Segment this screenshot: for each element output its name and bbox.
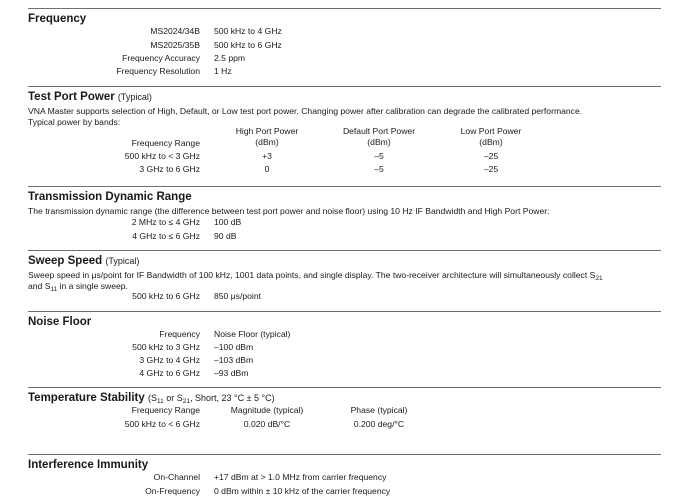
dynamic-range-value: 100 dB bbox=[214, 217, 242, 227]
frequency-range: 500 kHz to 3 GHz bbox=[132, 342, 200, 352]
column-header: Frequency Range bbox=[131, 405, 200, 415]
column-unit: (dBm) bbox=[255, 137, 279, 147]
column-unit: (dBm) bbox=[367, 137, 391, 147]
interference-value: 0 dBm within ± 10 kHz of the carrier frequency bbox=[214, 486, 391, 496]
dynamic-range-section bbox=[28, 186, 661, 217]
noise-floor-section bbox=[28, 311, 661, 329]
interference-title: Interference Immunity bbox=[28, 459, 149, 471]
magnitude-value: 0.020 dB/°C bbox=[243, 419, 291, 429]
column-header: High Port Power bbox=[235, 126, 299, 136]
test-port-power-section bbox=[28, 86, 661, 128]
noise-floor-value: –103 dBm bbox=[214, 355, 254, 365]
column-header: Default Port Power bbox=[342, 126, 416, 136]
frequency-range: 500 kHz to 6 GHz bbox=[132, 291, 200, 301]
frequency-range: 4 GHz to ≤ 6 GHz bbox=[132, 231, 200, 241]
test-port-power-text: Typical power by bands: bbox=[28, 117, 121, 127]
frequency-value: 500 kHz to 6 GHz bbox=[214, 40, 282, 50]
sweep-speed-text: Sweep speed in μs/point for IF Bandwidth of 100 kHz, 1001 data points, and single display. The two-receiver architecture will simultaneously collect $S_{21}$ and $S_{11}$ in a single sweep. bbox=[28, 270, 603, 293]
temperature-title: Temperature Stability ($S_{11}$ or $S_{21}$, Short, 23 °C ± 5 °C) bbox=[28, 392, 275, 405]
column-header: Phase (typical) bbox=[350, 405, 408, 415]
dynamic-range-value: 90 dB bbox=[214, 231, 237, 241]
interference-label: On-Frequency bbox=[145, 486, 200, 496]
frequency-range: 500 kHz to < 3 GHz bbox=[124, 151, 200, 161]
column-header: Frequency Range bbox=[131, 138, 200, 148]
column-header: Frequency bbox=[159, 329, 200, 339]
noise-floor-value: –93 dBm bbox=[214, 368, 249, 378]
column-unit: (dBm) bbox=[479, 137, 503, 147]
dynamic-range-title: Transmission Dynamic Range bbox=[28, 191, 192, 203]
column-header: Magnitude (typical) bbox=[230, 405, 304, 415]
section-subtitle: (Typical) bbox=[117, 92, 152, 102]
column-header: Noise Floor (typical) bbox=[214, 329, 291, 339]
interference-label: On-Channel bbox=[153, 472, 200, 482]
frequency-section bbox=[28, 8, 661, 26]
frequency-label: MS2025/35B bbox=[150, 40, 200, 50]
interference-value: +17 dBm at > 1.0 MHz from carrier frequency bbox=[214, 472, 387, 482]
frequency-value: 500 kHz to 4 GHz bbox=[214, 26, 282, 36]
column-header: Low Port Power bbox=[460, 126, 522, 136]
section-subtitle: ($S_{11}$ or $S_{21}$, Short, 23 °C ± 5 °C) bbox=[147, 393, 275, 405]
frequency-range: 3 GHz to 4 GHz bbox=[139, 355, 200, 365]
noise-floor-value: –100 dBm bbox=[214, 342, 254, 352]
low-power-value: –25 bbox=[483, 151, 499, 161]
frequency-range: 2 MHz to ≤ 4 GHz bbox=[131, 217, 200, 227]
sweep-speed-section bbox=[28, 250, 661, 292]
high-power-value: 0 bbox=[264, 164, 270, 174]
frequency-value: 2.5 ppm bbox=[214, 53, 246, 63]
dynamic-range-text: The transmission dynamic range (the difference between test port power and noise floor) using 10 Hz IF Bandwidth and High Port Power: bbox=[28, 206, 550, 216]
frequency-label: MS2024/34B bbox=[150, 26, 200, 36]
high-power-value: +3 bbox=[262, 151, 272, 161]
sweep-speed-value: 850 μs/point bbox=[214, 291, 261, 301]
section-subtitle: (Typical) bbox=[105, 256, 140, 266]
interference-section bbox=[28, 454, 661, 472]
power-table-header bbox=[0, 126, 679, 150]
test-port-power-title: Test Port Power (Typical) bbox=[28, 91, 152, 103]
test-port-power-text: VNA Master supports selection of High, Default, or Low test port power. Changing power after calibration can degrade the calibrated performance. bbox=[28, 106, 583, 116]
frequency-label: Frequency Resolution bbox=[116, 66, 200, 76]
default-power-value: –5 bbox=[374, 151, 384, 161]
phase-value: 0.200 deg/°C bbox=[353, 419, 405, 429]
sweep-speed-title: Sweep Speed (Typical) bbox=[28, 255, 140, 267]
frequency-range: 3 GHz to 6 GHz bbox=[139, 164, 200, 174]
frequency-range: 500 kHz to < 6 GHz bbox=[124, 419, 200, 429]
frequency-range: 4 GHz to 6 GHz bbox=[139, 368, 200, 378]
noise-floor-title: Noise Floor bbox=[28, 316, 92, 328]
temperature-section bbox=[28, 387, 661, 405]
low-power-value: –25 bbox=[483, 164, 499, 174]
default-power-value: –5 bbox=[374, 164, 384, 174]
frequency-value: 1 Hz bbox=[214, 66, 232, 76]
frequency-title: Frequency bbox=[28, 13, 87, 25]
frequency-label: Frequency Accuracy bbox=[122, 53, 200, 63]
